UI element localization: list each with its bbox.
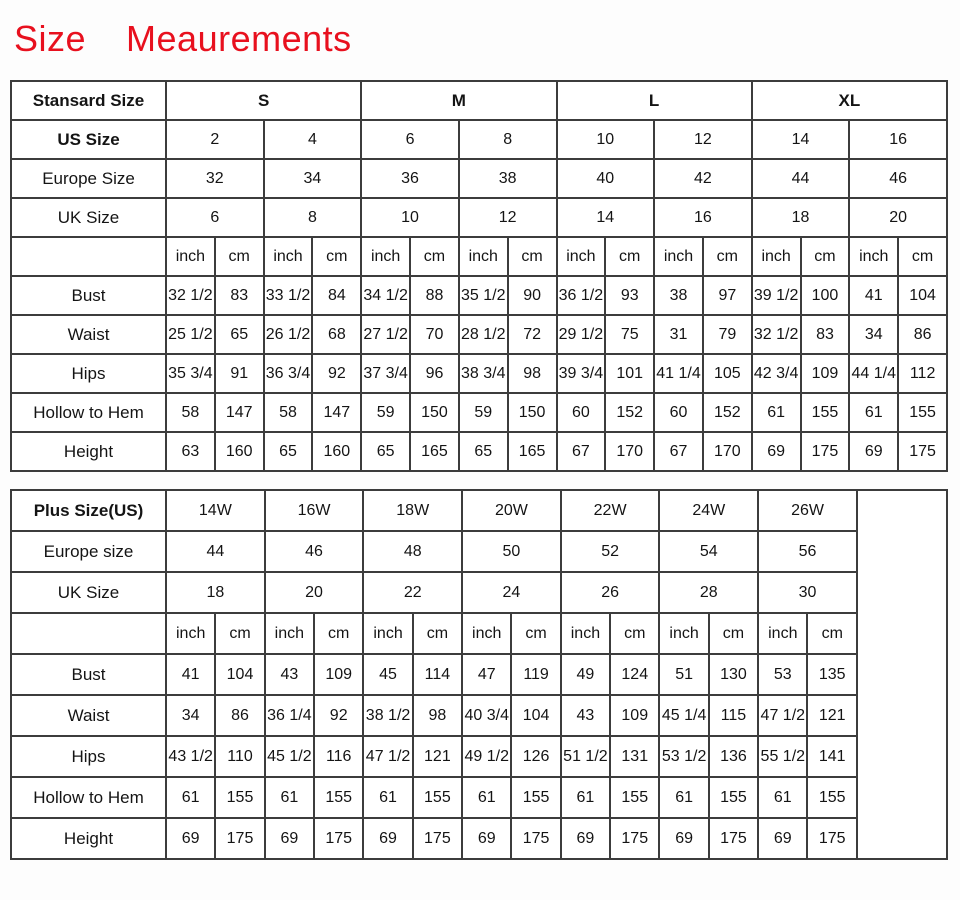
value-cell: 104 <box>511 695 560 736</box>
row-label: Stansard Size <box>11 81 166 120</box>
value-cell: 53 <box>758 654 807 695</box>
value-cell: 36 <box>361 159 459 198</box>
value-cell: inch <box>361 237 410 276</box>
value-cell: 105 <box>703 354 752 393</box>
value-cell: 155 <box>314 777 363 818</box>
table-row <box>11 198 947 237</box>
value-cell: 53 1/2 <box>659 736 708 777</box>
value-cell: 54 <box>659 531 758 572</box>
value-cell: 51 1/2 <box>561 736 610 777</box>
row-label: UK Size <box>11 572 166 613</box>
value-cell: inch <box>166 237 215 276</box>
value-cell: inch <box>758 613 807 654</box>
value-cell: 48 <box>363 531 462 572</box>
value-cell: 38 3/4 <box>459 354 508 393</box>
value-cell: cm <box>215 237 264 276</box>
value-cell: 72 <box>508 315 557 354</box>
value-cell: 39 1/2 <box>752 276 801 315</box>
table-row <box>11 354 947 393</box>
value-cell: 47 1/2 <box>363 736 412 777</box>
value-cell: 50 <box>462 531 561 572</box>
value-cell: 88 <box>410 276 459 315</box>
value-cell: inch <box>166 613 215 654</box>
value-cell: 59 <box>459 393 508 432</box>
empty-cell <box>857 490 947 859</box>
table-row <box>11 315 947 354</box>
value-cell: 121 <box>413 736 462 777</box>
value-cell: 119 <box>511 654 560 695</box>
row-label: Europe size <box>11 531 166 572</box>
value-cell: 20W <box>462 490 561 531</box>
value-cell: 45 <box>363 654 412 695</box>
value-cell: 44 <box>752 159 850 198</box>
value-cell: 114 <box>413 654 462 695</box>
value-cell: inch <box>654 237 703 276</box>
value-cell: 155 <box>413 777 462 818</box>
value-cell: 35 1/2 <box>459 276 508 315</box>
value-cell: 45 1/2 <box>265 736 314 777</box>
value-cell: 116 <box>314 736 363 777</box>
value-cell: 41 <box>166 654 215 695</box>
value-cell: 69 <box>752 432 801 471</box>
title-word-size: Size <box>14 18 87 59</box>
value-cell: 33 1/2 <box>264 276 313 315</box>
value-cell: 38 1/2 <box>363 695 412 736</box>
table-row <box>11 654 947 695</box>
table-row <box>11 572 947 613</box>
value-cell: 12 <box>459 198 557 237</box>
value-cell: 49 1/2 <box>462 736 511 777</box>
value-cell: 175 <box>610 818 659 859</box>
value-cell: 42 3/4 <box>752 354 801 393</box>
value-cell: inch <box>459 237 508 276</box>
value-cell: 32 <box>166 159 264 198</box>
value-cell: 65 <box>215 315 264 354</box>
value-cell: 14 <box>752 120 850 159</box>
value-cell: 29 1/2 <box>557 315 606 354</box>
value-cell: 175 <box>898 432 947 471</box>
value-cell: 155 <box>801 393 850 432</box>
table-row <box>11 276 947 315</box>
value-cell: 42 <box>654 159 752 198</box>
value-cell: 175 <box>807 818 857 859</box>
value-cell: 8 <box>459 120 557 159</box>
value-cell: inch <box>752 237 801 276</box>
value-cell: 46 <box>265 531 364 572</box>
value-cell: 67 <box>557 432 606 471</box>
value-cell: 175 <box>801 432 850 471</box>
value-cell: 83 <box>215 276 264 315</box>
value-cell: 36 1/4 <box>265 695 314 736</box>
value-cell: 70 <box>410 315 459 354</box>
value-cell: 37 3/4 <box>361 354 410 393</box>
value-cell: cm <box>410 237 459 276</box>
value-cell: 20 <box>265 572 364 613</box>
table-row <box>11 777 947 818</box>
value-cell: M <box>361 81 556 120</box>
value-cell: 24W <box>659 490 758 531</box>
value-cell: 2 <box>166 120 264 159</box>
value-cell: 22W <box>561 490 660 531</box>
value-cell: 22 <box>363 572 462 613</box>
value-cell: 92 <box>312 354 361 393</box>
value-cell: 58 <box>264 393 313 432</box>
value-cell: 65 <box>264 432 313 471</box>
value-cell: 136 <box>709 736 758 777</box>
value-cell: 65 <box>361 432 410 471</box>
value-cell: 40 <box>557 159 655 198</box>
value-cell: 44 1/4 <box>849 354 898 393</box>
value-cell: 91 <box>215 354 264 393</box>
value-cell: inch <box>561 613 610 654</box>
value-cell: 83 <box>801 315 850 354</box>
value-cell: 61 <box>659 777 708 818</box>
value-cell: 43 1/2 <box>166 736 215 777</box>
value-cell: 152 <box>605 393 654 432</box>
value-cell: 16W <box>265 490 364 531</box>
value-cell: inch <box>849 237 898 276</box>
value-cell: 150 <box>508 393 557 432</box>
value-cell: 112 <box>898 354 947 393</box>
value-cell: inch <box>265 613 314 654</box>
value-cell: 58 <box>166 393 215 432</box>
value-cell: 34 <box>264 159 362 198</box>
value-cell: 60 <box>654 393 703 432</box>
value-cell: inch <box>462 613 511 654</box>
value-cell: 31 <box>654 315 703 354</box>
value-cell: 65 <box>459 432 508 471</box>
value-cell: L <box>557 81 752 120</box>
value-cell: inch <box>363 613 412 654</box>
value-cell: 135 <box>807 654 857 695</box>
row-label <box>11 237 166 276</box>
value-cell: 49 <box>561 654 610 695</box>
value-cell: 36 3/4 <box>264 354 313 393</box>
value-cell: 61 <box>752 393 801 432</box>
table-row <box>11 432 947 471</box>
value-cell: 175 <box>709 818 758 859</box>
value-cell: 35 3/4 <box>166 354 215 393</box>
value-cell: cm <box>215 613 264 654</box>
value-cell: 10 <box>361 198 459 237</box>
value-cell: 38 <box>654 276 703 315</box>
value-cell: 36 1/2 <box>557 276 606 315</box>
value-cell: 90 <box>508 276 557 315</box>
value-cell: 98 <box>413 695 462 736</box>
value-cell: 126 <box>511 736 560 777</box>
row-label: Plus Size(US) <box>11 490 166 531</box>
value-cell: 32 1/2 <box>166 276 215 315</box>
value-cell: 61 <box>462 777 511 818</box>
value-cell: 170 <box>703 432 752 471</box>
value-cell: cm <box>807 613 857 654</box>
value-cell: 55 1/2 <box>758 736 807 777</box>
value-cell: 18 <box>166 572 265 613</box>
value-cell: 60 <box>557 393 606 432</box>
value-cell: 34 <box>166 695 215 736</box>
value-cell: 69 <box>166 818 215 859</box>
value-cell: 155 <box>898 393 947 432</box>
value-cell: 16 <box>654 198 752 237</box>
value-cell: 41 1/4 <box>654 354 703 393</box>
value-cell: 10 <box>557 120 655 159</box>
value-cell: 155 <box>807 777 857 818</box>
value-cell: 45 1/4 <box>659 695 708 736</box>
value-cell: 25 1/2 <box>166 315 215 354</box>
value-cell: 61 <box>166 777 215 818</box>
value-cell: 44 <box>166 531 265 572</box>
value-cell: 109 <box>314 654 363 695</box>
value-cell: 68 <box>312 315 361 354</box>
value-cell: 147 <box>312 393 361 432</box>
table-row <box>11 81 947 120</box>
value-cell: cm <box>413 613 462 654</box>
value-cell: S <box>166 81 361 120</box>
value-cell: 67 <box>654 432 703 471</box>
value-cell: 92 <box>314 695 363 736</box>
value-cell: 61 <box>758 777 807 818</box>
value-cell: 100 <box>801 276 850 315</box>
value-cell: 165 <box>508 432 557 471</box>
value-cell: 28 1/2 <box>459 315 508 354</box>
row-label: US Size <box>11 120 166 159</box>
plus-size-table <box>10 489 948 860</box>
table-row <box>11 120 947 159</box>
value-cell: 61 <box>849 393 898 432</box>
value-cell: cm <box>801 237 850 276</box>
value-cell: 104 <box>898 276 947 315</box>
value-cell: 109 <box>610 695 659 736</box>
value-cell: 79 <box>703 315 752 354</box>
value-cell: 155 <box>709 777 758 818</box>
value-cell: 43 <box>561 695 610 736</box>
value-cell: 59 <box>361 393 410 432</box>
value-cell: 131 <box>610 736 659 777</box>
value-cell: 63 <box>166 432 215 471</box>
row-label: Hollow to Hem <box>11 777 166 818</box>
value-cell: 41 <box>849 276 898 315</box>
value-cell: 93 <box>605 276 654 315</box>
value-cell: 155 <box>215 777 264 818</box>
value-cell: 43 <box>265 654 314 695</box>
value-cell: 47 <box>462 654 511 695</box>
value-cell: 150 <box>410 393 459 432</box>
value-cell: inch <box>659 613 708 654</box>
row-label: Waist <box>11 315 166 354</box>
row-label: Bust <box>11 276 166 315</box>
table-row <box>11 613 947 654</box>
row-label: Waist <box>11 695 166 736</box>
value-cell: 160 <box>312 432 361 471</box>
value-cell: 61 <box>265 777 314 818</box>
value-cell: 124 <box>610 654 659 695</box>
table-row <box>11 237 947 276</box>
value-cell: 52 <box>561 531 660 572</box>
value-cell: 170 <box>605 432 654 471</box>
value-cell: 155 <box>511 777 560 818</box>
value-cell: cm <box>709 613 758 654</box>
table-row <box>11 736 947 777</box>
value-cell: 34 1/2 <box>361 276 410 315</box>
row-label: Height <box>11 818 166 859</box>
value-cell: 46 <box>849 159 947 198</box>
table-row <box>11 695 947 736</box>
value-cell: 175 <box>413 818 462 859</box>
value-cell: 38 <box>459 159 557 198</box>
standard-size-table <box>10 80 948 472</box>
value-cell: 69 <box>758 818 807 859</box>
value-cell: 61 <box>561 777 610 818</box>
value-cell: 8 <box>264 198 362 237</box>
value-cell: 14 <box>557 198 655 237</box>
page-title <box>0 0 960 80</box>
value-cell: 39 3/4 <box>557 354 606 393</box>
value-cell: 69 <box>265 818 314 859</box>
row-label: Hips <box>11 736 166 777</box>
value-cell: 110 <box>215 736 264 777</box>
value-cell: inch <box>264 237 313 276</box>
value-cell: 98 <box>508 354 557 393</box>
value-cell: 69 <box>363 818 412 859</box>
row-label: Hollow to Hem <box>11 393 166 432</box>
value-cell: inch <box>557 237 606 276</box>
value-cell: 104 <box>215 654 264 695</box>
row-label: Hips <box>11 354 166 393</box>
table-row <box>11 818 947 859</box>
value-cell: 147 <box>215 393 264 432</box>
value-cell: 84 <box>312 276 361 315</box>
value-cell: 165 <box>410 432 459 471</box>
value-cell: 6 <box>166 198 264 237</box>
table-row <box>11 490 947 531</box>
value-cell: 28 <box>659 572 758 613</box>
value-cell: XL <box>752 81 947 120</box>
value-cell: 18 <box>752 198 850 237</box>
row-label: UK Size <box>11 198 166 237</box>
value-cell: 86 <box>215 695 264 736</box>
value-cell: 47 1/2 <box>758 695 807 736</box>
value-cell: 32 1/2 <box>752 315 801 354</box>
value-cell: 121 <box>807 695 857 736</box>
value-cell: 141 <box>807 736 857 777</box>
value-cell: 175 <box>314 818 363 859</box>
row-label <box>11 613 166 654</box>
value-cell: 69 <box>659 818 708 859</box>
table-row <box>11 393 947 432</box>
value-cell: 34 <box>849 315 898 354</box>
value-cell: 12 <box>654 120 752 159</box>
value-cell: 14W <box>166 490 265 531</box>
table-row <box>11 531 947 572</box>
row-label: Height <box>11 432 166 471</box>
value-cell: 27 1/2 <box>361 315 410 354</box>
row-label: Bust <box>11 654 166 695</box>
value-cell: 160 <box>215 432 264 471</box>
value-cell: 75 <box>605 315 654 354</box>
value-cell: cm <box>605 237 654 276</box>
value-cell: 6 <box>361 120 459 159</box>
value-cell: cm <box>312 237 361 276</box>
value-cell: 69 <box>462 818 511 859</box>
value-cell: 40 3/4 <box>462 695 511 736</box>
value-cell: 18W <box>363 490 462 531</box>
value-cell: 130 <box>709 654 758 695</box>
value-cell: 155 <box>610 777 659 818</box>
value-cell: 69 <box>561 818 610 859</box>
value-cell: cm <box>508 237 557 276</box>
value-cell: 175 <box>511 818 560 859</box>
row-label: Europe Size <box>11 159 166 198</box>
value-cell: 109 <box>801 354 850 393</box>
value-cell: 26 <box>561 572 660 613</box>
value-cell: 20 <box>849 198 947 237</box>
value-cell: 24 <box>462 572 561 613</box>
value-cell: 26W <box>758 490 857 531</box>
value-cell: cm <box>314 613 363 654</box>
value-cell: 152 <box>703 393 752 432</box>
value-cell: 30 <box>758 572 857 613</box>
value-cell: 97 <box>703 276 752 315</box>
value-cell: cm <box>898 237 947 276</box>
value-cell: 26 1/2 <box>264 315 313 354</box>
value-cell: 51 <box>659 654 708 695</box>
table-row <box>11 159 947 198</box>
value-cell: 175 <box>215 818 264 859</box>
title-word-measurements: Meaurements <box>126 18 352 59</box>
value-cell: 101 <box>605 354 654 393</box>
value-cell: 69 <box>849 432 898 471</box>
value-cell: cm <box>511 613 560 654</box>
value-cell: 61 <box>363 777 412 818</box>
value-cell: 115 <box>709 695 758 736</box>
value-cell: 16 <box>849 120 947 159</box>
value-cell: 56 <box>758 531 857 572</box>
value-cell: 86 <box>898 315 947 354</box>
value-cell: cm <box>703 237 752 276</box>
value-cell: cm <box>610 613 659 654</box>
value-cell: 96 <box>410 354 459 393</box>
value-cell: 4 <box>264 120 362 159</box>
